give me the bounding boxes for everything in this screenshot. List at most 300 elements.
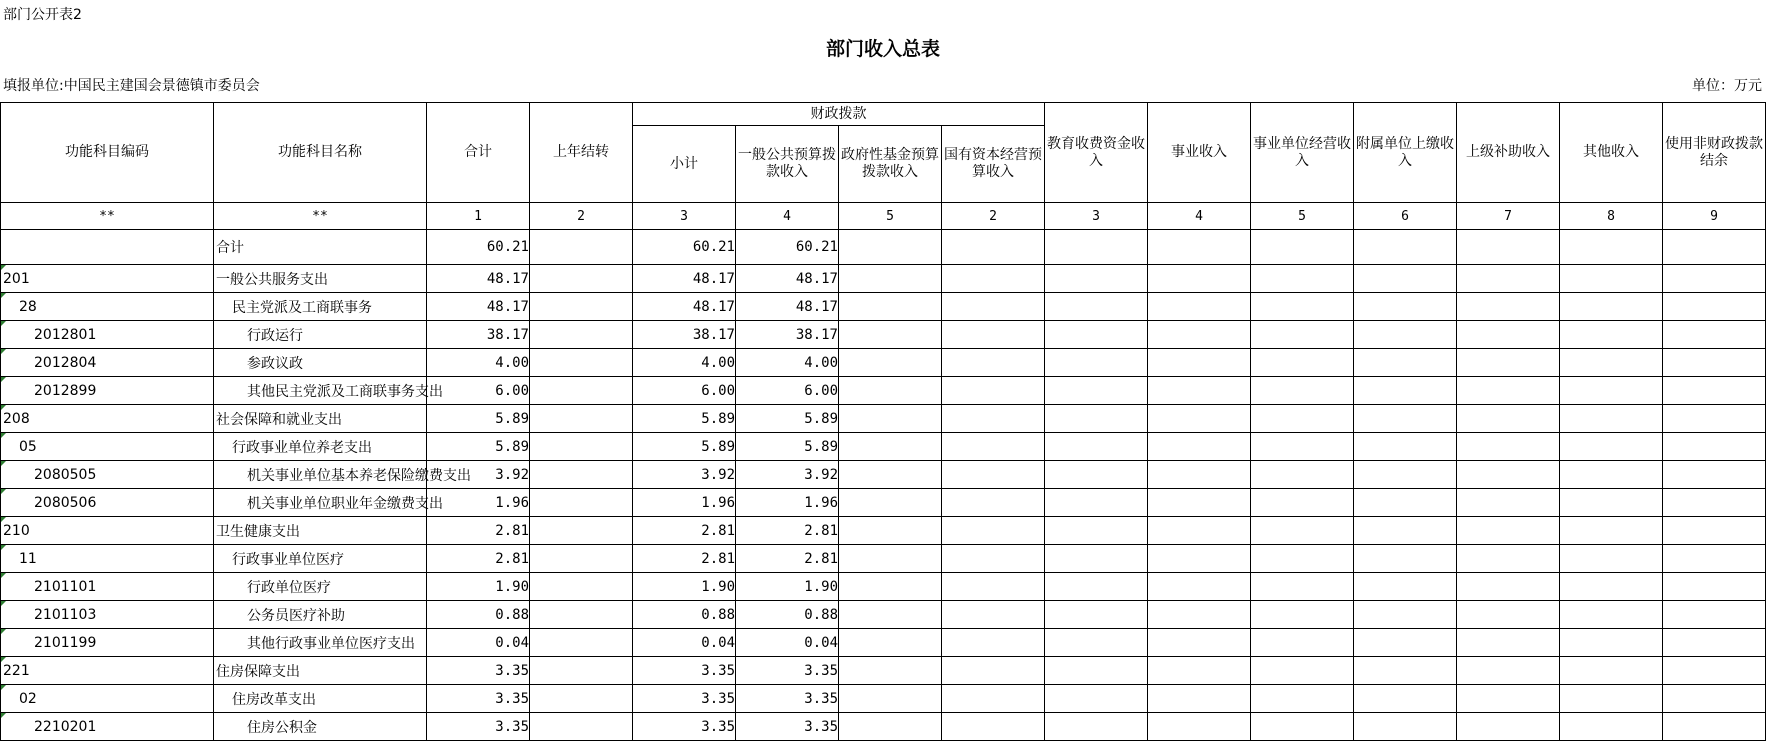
empty-cell xyxy=(1560,265,1663,293)
table-row xyxy=(1,293,1766,321)
empty-cell xyxy=(1148,601,1251,629)
column-index-cell: 8 xyxy=(1560,203,1663,230)
column-index-cell: 5 xyxy=(1251,203,1354,230)
general-budget-cell: 1.90 xyxy=(736,573,839,601)
text-format-marker xyxy=(1,377,6,382)
function-code-cell: 2210201 xyxy=(1,713,214,741)
empty-cell xyxy=(1045,265,1148,293)
table-row xyxy=(1,321,1766,349)
empty-cell xyxy=(1354,629,1457,657)
empty-cell xyxy=(1251,685,1354,713)
function-name-cell: 公务员医疗补助 xyxy=(214,601,427,629)
empty-cell xyxy=(1560,321,1663,349)
carryover-cell xyxy=(530,685,633,713)
empty-cell xyxy=(1045,713,1148,741)
function-name-cell: 机关事业单位基本养老保险缴费支出 xyxy=(214,461,427,489)
empty-cell xyxy=(839,657,942,685)
empty-cell xyxy=(1457,349,1560,377)
empty-cell xyxy=(1663,377,1766,405)
empty-cell xyxy=(1045,349,1148,377)
empty-cell xyxy=(1045,685,1148,713)
empty-cell xyxy=(1148,349,1251,377)
table-row xyxy=(1,461,1766,489)
header-subtotal: 小计 xyxy=(633,126,736,203)
empty-cell xyxy=(942,230,1045,265)
empty-cell xyxy=(839,629,942,657)
subtotal-cell: 3.92 xyxy=(633,461,736,489)
header-code: 功能科目编码 xyxy=(1,103,214,203)
total-cell: 60.21 xyxy=(427,230,530,265)
header-other-income: 其他收入 xyxy=(1560,103,1663,203)
empty-cell xyxy=(1148,377,1251,405)
carryover-cell xyxy=(530,629,633,657)
empty-cell xyxy=(1045,230,1148,265)
table-row xyxy=(1,685,1766,713)
text-format-marker xyxy=(1,601,6,606)
empty-cell xyxy=(1045,433,1148,461)
empty-cell xyxy=(942,489,1045,517)
empty-cell xyxy=(1354,293,1457,321)
empty-cell xyxy=(1045,545,1148,573)
table-row xyxy=(1,601,1766,629)
empty-cell xyxy=(1148,461,1251,489)
function-code-cell: 210 xyxy=(1,517,214,545)
empty-cell xyxy=(1560,713,1663,741)
subtotal-cell: 5.89 xyxy=(633,433,736,461)
empty-cell xyxy=(1148,265,1251,293)
empty-cell xyxy=(942,293,1045,321)
table-row xyxy=(1,433,1766,461)
empty-cell xyxy=(839,517,942,545)
empty-cell xyxy=(1560,293,1663,321)
empty-cell xyxy=(1663,293,1766,321)
subtotal-cell: 2.81 xyxy=(633,545,736,573)
empty-cell xyxy=(942,629,1045,657)
empty-cell xyxy=(839,377,942,405)
empty-cell xyxy=(1560,573,1663,601)
empty-cell xyxy=(1354,265,1457,293)
empty-cell xyxy=(1663,713,1766,741)
subtotal-cell: 48.17 xyxy=(633,265,736,293)
column-index-cell: 6 xyxy=(1354,203,1457,230)
empty-cell xyxy=(1457,405,1560,433)
table-body xyxy=(1,230,1766,741)
general-budget-cell: 48.17 xyxy=(736,265,839,293)
general-budget-cell: 6.00 xyxy=(736,377,839,405)
function-code-cell: 2012804 xyxy=(1,349,214,377)
total-cell: 38.17 xyxy=(427,321,530,349)
text-format-marker xyxy=(1,433,6,438)
empty-cell xyxy=(942,405,1045,433)
table-row xyxy=(1,629,1766,657)
text-format-marker xyxy=(1,265,6,270)
empty-cell xyxy=(1354,433,1457,461)
general-budget-cell: 1.96 xyxy=(736,489,839,517)
text-format-marker xyxy=(1,545,6,550)
general-budget-cell: 3.35 xyxy=(736,657,839,685)
empty-cell xyxy=(1354,349,1457,377)
function-code-cell: 11 xyxy=(1,545,214,573)
empty-cell xyxy=(1457,461,1560,489)
empty-cell xyxy=(839,321,942,349)
total-cell: 2.81 xyxy=(427,517,530,545)
function-code-cell xyxy=(1,230,214,265)
empty-cell xyxy=(1560,545,1663,573)
carryover-cell xyxy=(530,657,633,685)
empty-cell xyxy=(1663,601,1766,629)
function-name-cell: 其他民主党派及工商联事务支出 xyxy=(214,377,427,405)
empty-cell xyxy=(1354,321,1457,349)
header-non-fiscal-balance: 使用非财政拨款结余 xyxy=(1663,103,1766,203)
empty-cell xyxy=(1045,573,1148,601)
empty-cell xyxy=(942,573,1045,601)
empty-cell xyxy=(839,685,942,713)
empty-cell xyxy=(1045,405,1148,433)
general-budget-cell: 5.89 xyxy=(736,433,839,461)
carryover-cell xyxy=(530,377,633,405)
column-index-row xyxy=(1,203,1766,230)
empty-cell xyxy=(1457,489,1560,517)
empty-cell xyxy=(1663,573,1766,601)
empty-cell xyxy=(1045,657,1148,685)
function-name-cell: 住房改革支出 xyxy=(214,685,427,713)
empty-cell xyxy=(1457,629,1560,657)
empty-cell xyxy=(1148,657,1251,685)
empty-cell xyxy=(1354,545,1457,573)
empty-cell xyxy=(1251,545,1354,573)
empty-cell xyxy=(1354,405,1457,433)
total-cell: 48.17 xyxy=(427,265,530,293)
total-cell: 1.90 xyxy=(427,573,530,601)
function-code-cell: 2012801 xyxy=(1,321,214,349)
function-code-cell: 2012899 xyxy=(1,377,214,405)
total-cell: 1.96 xyxy=(427,489,530,517)
column-index-cell: 2 xyxy=(530,203,633,230)
empty-cell xyxy=(1560,377,1663,405)
carryover-cell xyxy=(530,321,633,349)
empty-cell xyxy=(942,433,1045,461)
empty-cell xyxy=(1148,629,1251,657)
empty-cell xyxy=(1251,713,1354,741)
column-index-cell: 4 xyxy=(736,203,839,230)
text-format-marker xyxy=(1,321,6,326)
carryover-cell xyxy=(530,433,633,461)
text-format-marker xyxy=(1,685,6,690)
empty-cell xyxy=(839,461,942,489)
general-budget-cell: 0.88 xyxy=(736,601,839,629)
empty-cell xyxy=(1457,321,1560,349)
table-row xyxy=(1,377,1766,405)
empty-cell xyxy=(1354,230,1457,265)
subtotal-cell: 0.04 xyxy=(633,629,736,657)
empty-cell xyxy=(839,601,942,629)
function-name-cell: 合计 xyxy=(214,230,427,265)
total-cell: 2.81 xyxy=(427,545,530,573)
empty-cell xyxy=(1045,489,1148,517)
general-budget-cell: 2.81 xyxy=(736,517,839,545)
table-row xyxy=(1,265,1766,293)
subtotal-cell: 1.90 xyxy=(633,573,736,601)
function-name-cell: 机关事业单位职业年金缴费支出 xyxy=(214,489,427,517)
empty-cell xyxy=(1354,713,1457,741)
empty-cell xyxy=(839,433,942,461)
function-code-cell: 201 xyxy=(1,265,214,293)
header-general-budget: 一般公共预算拨款收入 xyxy=(736,126,839,203)
empty-cell xyxy=(1457,293,1560,321)
empty-cell xyxy=(1457,230,1560,265)
function-code-cell: 28 xyxy=(1,293,214,321)
total-cell: 5.89 xyxy=(427,405,530,433)
header-business-income: 事业收入 xyxy=(1148,103,1251,203)
header-gov-fund: 政府性基金预算拨款收入 xyxy=(839,126,942,203)
empty-cell xyxy=(1663,433,1766,461)
empty-cell xyxy=(839,545,942,573)
carryover-cell xyxy=(530,545,633,573)
empty-cell xyxy=(942,601,1045,629)
subtotal-cell: 3.35 xyxy=(633,713,736,741)
general-budget-cell: 38.17 xyxy=(736,321,839,349)
carryover-cell xyxy=(530,349,633,377)
empty-cell xyxy=(1663,517,1766,545)
empty-cell xyxy=(942,377,1045,405)
empty-cell xyxy=(1148,230,1251,265)
empty-cell xyxy=(839,349,942,377)
empty-cell xyxy=(839,230,942,265)
text-format-marker xyxy=(1,489,6,494)
column-index-cell: 1 xyxy=(427,203,530,230)
empty-cell xyxy=(1251,489,1354,517)
carryover-cell xyxy=(530,489,633,517)
subtotal-cell: 48.17 xyxy=(633,293,736,321)
empty-cell xyxy=(839,265,942,293)
function-name-cell: 行政事业单位养老支出 xyxy=(214,433,427,461)
empty-cell xyxy=(1457,265,1560,293)
subtotal-cell: 38.17 xyxy=(633,321,736,349)
column-index-cell: 4 xyxy=(1148,203,1251,230)
subtotal-cell: 5.89 xyxy=(633,405,736,433)
table-row xyxy=(1,349,1766,377)
table-row xyxy=(1,657,1766,685)
header-carryover: 上年结转 xyxy=(530,103,633,203)
empty-cell xyxy=(1560,657,1663,685)
header-affiliated-income: 附属单位上缴收入 xyxy=(1354,103,1457,203)
general-budget-cell: 0.04 xyxy=(736,629,839,657)
subtotal-cell: 4.00 xyxy=(633,349,736,377)
table-row xyxy=(1,573,1766,601)
subtotal-cell: 3.35 xyxy=(633,685,736,713)
table-label: 部门公开表2 xyxy=(3,7,82,23)
empty-cell xyxy=(1663,230,1766,265)
header-subsidy-income: 上级补助收入 xyxy=(1457,103,1560,203)
empty-cell xyxy=(1251,293,1354,321)
empty-cell xyxy=(1251,230,1354,265)
empty-cell xyxy=(942,713,1045,741)
empty-cell xyxy=(1148,713,1251,741)
empty-cell xyxy=(1663,629,1766,657)
total-cell: 5.89 xyxy=(427,433,530,461)
general-budget-cell: 5.89 xyxy=(736,405,839,433)
column-index-cell: 9 xyxy=(1663,203,1766,230)
empty-cell xyxy=(1148,517,1251,545)
subtotal-cell: 0.88 xyxy=(633,601,736,629)
function-code-cell: 2080506 xyxy=(1,489,214,517)
empty-cell xyxy=(1148,545,1251,573)
text-format-marker xyxy=(1,629,6,634)
empty-cell xyxy=(1560,349,1663,377)
empty-cell xyxy=(1148,293,1251,321)
empty-cell xyxy=(1457,433,1560,461)
column-index-cell: 3 xyxy=(633,203,736,230)
empty-cell xyxy=(839,713,942,741)
empty-cell xyxy=(1354,657,1457,685)
empty-cell xyxy=(1560,601,1663,629)
function-code-cell: 05 xyxy=(1,433,214,461)
page-title: 部门收入总表 xyxy=(825,38,940,60)
general-budget-cell: 48.17 xyxy=(736,293,839,321)
empty-cell xyxy=(1560,461,1663,489)
table-row xyxy=(1,489,1766,517)
total-cell: 0.88 xyxy=(427,601,530,629)
empty-cell xyxy=(1148,321,1251,349)
function-code-cell: 02 xyxy=(1,685,214,713)
empty-cell xyxy=(1354,573,1457,601)
function-name-cell: 行政事业单位医疗 xyxy=(214,545,427,573)
function-code-cell: 2080505 xyxy=(1,461,214,489)
header-state-capital: 国有资本经营预算收入 xyxy=(942,126,1045,203)
empty-cell xyxy=(1560,629,1663,657)
empty-cell xyxy=(1663,657,1766,685)
empty-cell xyxy=(1251,517,1354,545)
empty-cell xyxy=(1560,405,1663,433)
general-budget-cell: 4.00 xyxy=(736,349,839,377)
subtotal-cell: 3.35 xyxy=(633,657,736,685)
general-budget-cell: 60.21 xyxy=(736,230,839,265)
empty-cell xyxy=(839,489,942,517)
function-name-cell: 行政单位医疗 xyxy=(214,573,427,601)
function-name-cell: 其他行政事业单位医疗支出 xyxy=(214,629,427,657)
total-cell: 3.35 xyxy=(427,657,530,685)
general-budget-cell: 2.81 xyxy=(736,545,839,573)
text-format-marker xyxy=(1,713,6,718)
column-index-cell: 5 xyxy=(839,203,942,230)
empty-cell xyxy=(1045,461,1148,489)
empty-cell xyxy=(1560,433,1663,461)
text-format-marker xyxy=(1,573,6,578)
empty-cell xyxy=(1354,489,1457,517)
function-code-cell: 2101199 xyxy=(1,629,214,657)
total-cell: 6.00 xyxy=(427,377,530,405)
text-format-marker xyxy=(1,517,6,522)
function-name-cell: 社会保障和就业支出 xyxy=(214,405,427,433)
empty-cell xyxy=(1663,489,1766,517)
table-row xyxy=(1,545,1766,573)
text-format-marker xyxy=(1,293,6,298)
empty-cell xyxy=(942,461,1045,489)
function-code-cell: 2101103 xyxy=(1,601,214,629)
column-index-cell: 7 xyxy=(1457,203,1560,230)
empty-cell xyxy=(1457,573,1560,601)
column-index-cell: 3 xyxy=(1045,203,1148,230)
subtotal-cell: 2.81 xyxy=(633,517,736,545)
empty-cell xyxy=(1354,601,1457,629)
carryover-cell xyxy=(530,461,633,489)
empty-cell xyxy=(1457,377,1560,405)
total-cell: 3.92 xyxy=(427,461,530,489)
empty-cell xyxy=(1045,293,1148,321)
column-index-cell: ** xyxy=(1,203,214,230)
function-name-cell: 民主党派及工商联事务 xyxy=(214,293,427,321)
column-index-cell: ** xyxy=(214,203,427,230)
function-code-cell: 2101101 xyxy=(1,573,214,601)
empty-cell xyxy=(1251,573,1354,601)
empty-cell xyxy=(1251,377,1354,405)
total-cell: 3.35 xyxy=(427,685,530,713)
empty-cell xyxy=(1663,321,1766,349)
text-format-marker xyxy=(1,657,6,662)
total-cell: 3.35 xyxy=(427,713,530,741)
empty-cell xyxy=(1148,405,1251,433)
empty-cell xyxy=(1148,433,1251,461)
income-summary-table xyxy=(0,102,1766,741)
empty-cell xyxy=(1663,265,1766,293)
empty-cell xyxy=(1045,517,1148,545)
empty-cell xyxy=(1457,545,1560,573)
empty-cell xyxy=(1560,230,1663,265)
subtotal-cell: 6.00 xyxy=(633,377,736,405)
empty-cell xyxy=(839,405,942,433)
empty-cell xyxy=(1045,629,1148,657)
empty-cell xyxy=(839,293,942,321)
empty-cell xyxy=(942,321,1045,349)
function-code-cell: 208 xyxy=(1,405,214,433)
empty-cell xyxy=(839,573,942,601)
empty-cell xyxy=(942,517,1045,545)
empty-cell xyxy=(1148,489,1251,517)
empty-cell xyxy=(1663,685,1766,713)
empty-cell xyxy=(1663,461,1766,489)
function-name-cell: 住房保障支出 xyxy=(214,657,427,685)
empty-cell xyxy=(1251,629,1354,657)
total-cell: 0.04 xyxy=(427,629,530,657)
empty-cell xyxy=(1457,517,1560,545)
table-row xyxy=(1,230,1766,265)
empty-cell xyxy=(1560,517,1663,545)
empty-cell xyxy=(1251,601,1354,629)
empty-cell xyxy=(1663,349,1766,377)
text-format-marker xyxy=(1,405,6,410)
empty-cell xyxy=(942,657,1045,685)
empty-cell xyxy=(1251,657,1354,685)
empty-cell xyxy=(942,685,1045,713)
empty-cell xyxy=(1251,321,1354,349)
table-row xyxy=(1,713,1766,741)
empty-cell xyxy=(1354,685,1457,713)
header-name: 功能科目名称 xyxy=(214,103,427,203)
carryover-cell xyxy=(530,293,633,321)
empty-cell xyxy=(942,265,1045,293)
reporting-unit: 填报单位:中国民主建国会景德镇市委员会 xyxy=(3,78,260,94)
general-budget-cell: 3.35 xyxy=(736,713,839,741)
empty-cell xyxy=(1663,545,1766,573)
subtotal-cell: 60.21 xyxy=(633,230,736,265)
carryover-cell xyxy=(530,517,633,545)
general-budget-cell: 3.92 xyxy=(736,461,839,489)
empty-cell xyxy=(1045,321,1148,349)
total-cell: 4.00 xyxy=(427,349,530,377)
column-index-cell: 2 xyxy=(942,203,1045,230)
empty-cell xyxy=(1251,265,1354,293)
empty-cell xyxy=(1354,377,1457,405)
